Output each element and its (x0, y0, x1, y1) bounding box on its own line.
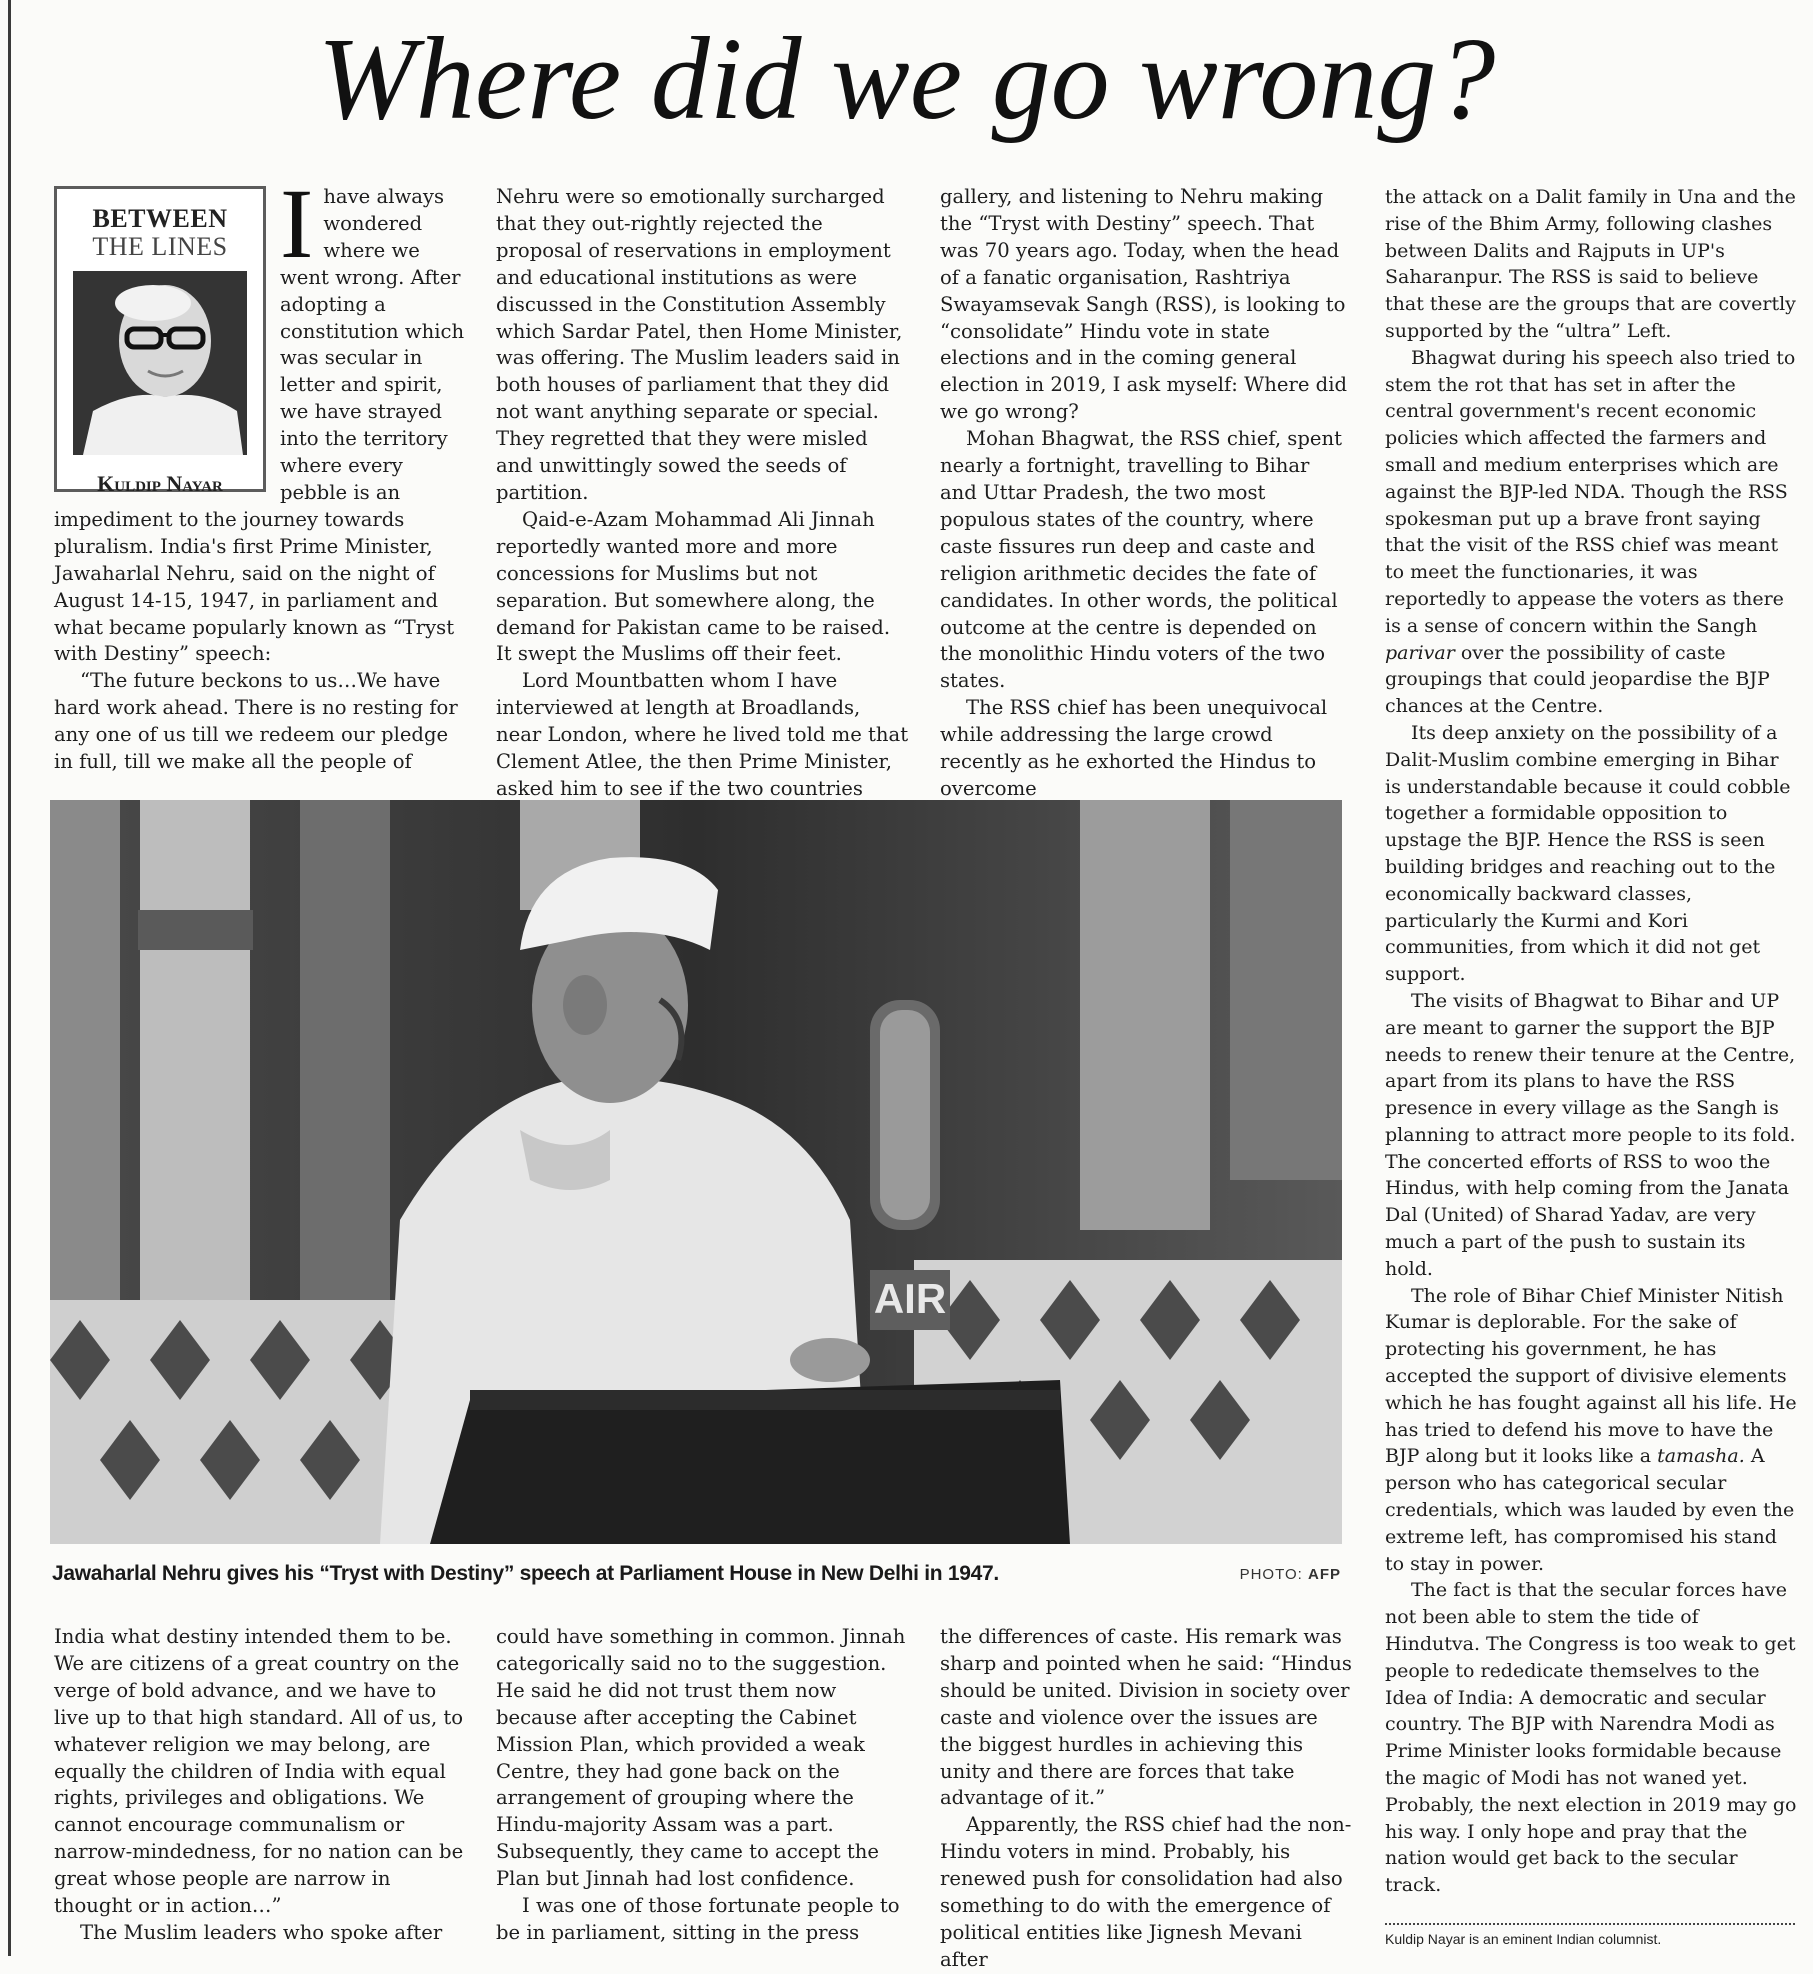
paragraph: The role of Bihar Chief Minister Nitish Kumar is deplorable. For the sake of protecting his government, he has accepted the support of divisive elements which he has fought against all his life. He has tried to defend his move to have the BJP along but it looks like a tamasha. A person who has categorical secular credentials, which was lauded by even the extreme left, has compromised his stand to stay in power. (1385, 1284, 1797, 1575)
column-3-top (940, 184, 1352, 803)
paragraph: the differences of caste. His remark was sharp and pointed when he said: “Hindus should be united. Division in society over caste and violence over the issues are the biggest hurdles in achieving this unity and there are forces that take advantage of it.” (940, 1625, 1352, 1810)
column-2-top (496, 184, 910, 803)
author-note: Kuldip Nayar is an eminent Indian columnist. (1385, 1923, 1795, 1947)
paragraph: “The future beckons to us…We have hard work ahead. There is no resting for any one of us till we redeem our pledge in full, till we make all the people of (54, 669, 458, 774)
byline-float-spacer (54, 184, 280, 504)
paragraph: could have something in common. Jinnah categorically said no to the suggestion. He said he did not trust them now because after accepting the Cabinet Mission Plan, which provided a weak Centre, they had gone back on the arrangement of grouping where the Hindu-majority Assam was a part. Subsequently, they came to accept the Plan but Jinnah had lost confidence. (496, 1625, 906, 1891)
paragraph: Mohan Bhagwat, the RSS chief, spent nearly a fortnight, travelling to Bihar and Uttar Pradesh, the two most populous states of the country, where caste fissures run deep and caste and religion arithmetic decides the fate of candidates. In other words, the political outcome at the centre is depended on the monolithic Hindu voters of the two states. (940, 427, 1342, 693)
paragraph: The fact is that the secular forces have not been able to stem the tide of Hindutva. The Congress is too weak to get people to rededicate themselves to the Idea of India: A democratic and secular country. The BJP with Narendra Modi as Prime Minister looks formidable because the magic of Modi has not waned yet. Probably, the next election in 2019 may go his way. I only hope and pray that the nation would get back to the secular track. (1385, 1579, 1797, 1897)
column-3-bottom (940, 1624, 1352, 1974)
paragraph: I was one of those fortunate people to be in parliament, sitting in the press (496, 1894, 900, 1944)
paragraph: The visits of Bhagwat to Bihar and UP are meant to garner the support the BJP needs to renew their tenure at the Centre, apart from its plans to have the RSS presence in every village as the Sangh is planning to attract more people to its fold. The concerted efforts of RSS to woo the Hindus, with help coming from the Janata Dal (United) of Sharad Yadav, are very much a part of the push to sustain its hold. (1385, 989, 1796, 1280)
author-name: Kuldip Nayar (97, 471, 223, 496)
column-4 (1385, 184, 1799, 1899)
paragraph: the attack on a Dalit family in Una and the rise of the Bhim Army, following clashes between Dalits and Rajputs in UP's Saharanpur. The RSS is said to believe that these are the groups that are covertly supported by the “ultra” Left. (1385, 186, 1796, 342)
nehru-speech-photo (50, 800, 1342, 1544)
column-label-line2: THE LINES (92, 232, 228, 261)
column-1-top (54, 168, 466, 776)
drop-cap: I (280, 168, 314, 279)
mic-label: AIR (873, 1275, 947, 1322)
paragraph: have always wondered where we went wrong. After adopting a constitution which was secular in letter and spirit, we have strayed into the territory where every pebble is an impediment to the journey towards pluralism. India's first Prime Minister, Jawaharlal Nehru, said on the night of August 14-15, 1947, in parliament and what became popularly known as “Tryst with Destiny” speech: (54, 185, 465, 666)
photo-credit: PHOTO: AFP (1239, 1566, 1341, 1583)
paragraph: Nehru were so emotionally surcharged that they out-rightly rejected the proposal of reservations in employment and educational institutions as were discussed in the Constitution Assembly which Sardar Patel, then Home Minister, was offering. The Muslim leaders said in both houses of parliament that they did not want anything separate or special. They regretted that they were misled and unwittingly sowed the seeds of partition. (496, 185, 903, 504)
headline: Where did we go wrong? (317, 13, 1496, 144)
paragraph: Lord Mountbatten whom I have interviewed at length at Broadlands, near London, where he lived told me that Clement Atlee, the then Prime Minister, asked him to see if the two countries (496, 669, 909, 800)
photo-credit-source: AFP (1308, 1566, 1341, 1583)
italic-word: tamasha. (1657, 1445, 1745, 1468)
paragraph: The Muslim leaders who spoke after (80, 1920, 443, 1944)
column-label-line1: BETWEEN (92, 204, 228, 233)
paragraph: Its deep anxiety on the possibility of a Dalit-Muslim combine emerging in Bihar is understandable because it could cobble together a formidable opposition to upstage the BJP. Hence the RSS is seen building bridges and reaching out to the economically backward classes, particularly the Kurmi and Kori communities, from which it did not get support. (1385, 721, 1791, 986)
paragraph: India what destiny intended them to be. We are citizens of a great country on the verge of bold advance, and we have to live up to that high standard. All of us, to whatever religion we may belong, are equally the children of India with equal rights, privileges and obligations. We cannot encourage communalism or narrow-mindedness, for no nation can be great whose people are narrow in thought or in action…” (54, 1625, 464, 1918)
column-1-bottom (54, 1624, 468, 1947)
left-column-rule (8, 0, 11, 1956)
paragraph: Bhagwat during his speech also tried to stem the rot that has set in after the central government's recent economic policies which affected the farmers and small and medium enterprises which are against the BJP-led NDA. Though the RSS spokesman put up a brave front saying that the visit of the RSS chief was meant to meet the functionaries, it was reportedly to appease the voters as there is a sense of concern within the Sangh parivar over the possibility of caste groupings that could jeopardise the BJP chances at the Centre. (1385, 346, 1796, 718)
paragraph: gallery, and listening to Nehru making the “Tryst with Destiny” speech. That was 70 years ago. Today, when the head of a fanatic organisation, Rashtriya Swayamsevak Sangh (RSS), is looking to “consolidate” Hindu vote in state elections and in the coming general election in 2019, I ask myself: Where did we go wrong? (940, 185, 1348, 424)
photo-caption: Jawaharlal Nehru gives his “Tryst with Destiny” speech at Parliament House in New Delhi in 1947. (52, 1562, 999, 1585)
paragraph: Apparently, the RSS chief had the non-Hindu voters in mind. Probably, his renewed push for consolidation had also something to do with the emergence of political entities like Jignesh Mevani after (940, 1813, 1352, 1971)
italic-word: parivar (1385, 641, 1455, 664)
column-2-bottom (496, 1624, 910, 1947)
paragraph: The RSS chief has been unequivocal while addressing the large crowd recently as he exhorted the Hindus to overcome (940, 696, 1328, 800)
paragraph: Qaid-e-Azam Mohammad Ali Jinnah reportedly wanted more and more concessions for Muslims but not separation. But somewhere along, the demand for Pakistan came to be raised. It swept the Muslims off their feet. (496, 507, 891, 666)
photo-illustration (50, 800, 1342, 1544)
